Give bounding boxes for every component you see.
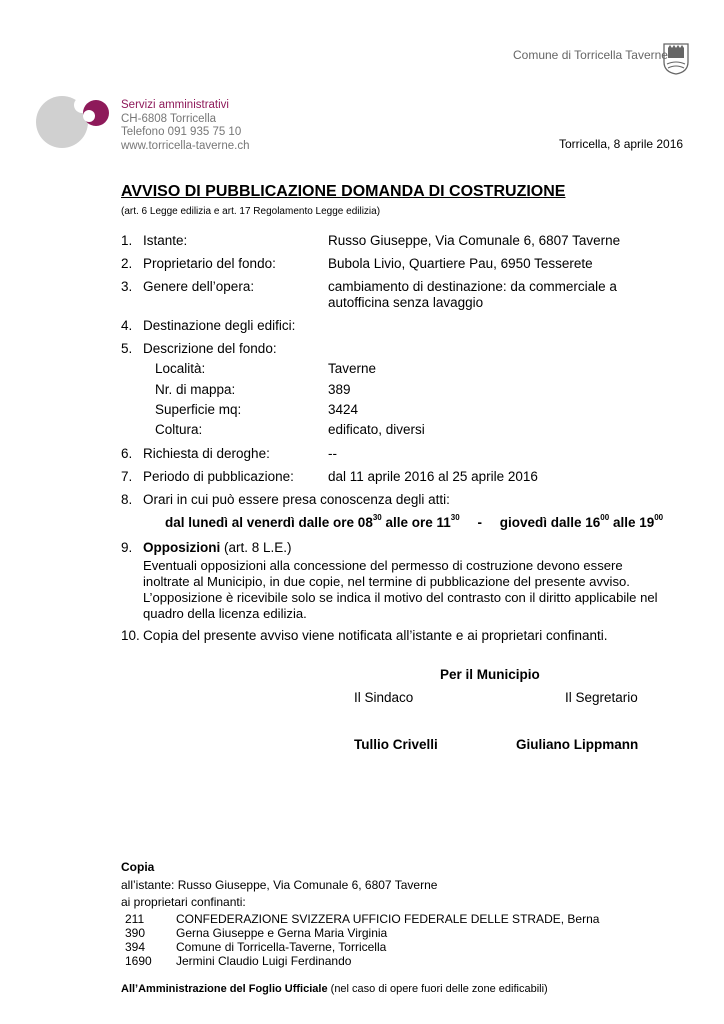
fondo-label: Località:: [155, 361, 206, 376]
list-item: 394 Comune di Torricella-Taverne, Torricella: [125, 940, 387, 954]
segretario-name: Giuliano Lippmann: [516, 737, 639, 752]
item-number: 10.: [121, 628, 140, 643]
opposizioni-text: Eventuali opposizioni alla concessione del permesso di costruzione devono essere inoltrate al Municipio, in due copie, nel termine di pubblicazione del presente avviso. L’opposizione è ricevibile solo se indica il motivo del contrasto con il diritto applicabile nel quadro della licenza edilizia.: [143, 558, 658, 621]
fondo-label: Nr. di mappa:: [155, 382, 236, 397]
item-number: 6.: [121, 446, 133, 461]
office-info: [121, 99, 249, 153]
sindaco-title: Il Sindaco: [354, 690, 414, 705]
item-number: 9.: [121, 540, 133, 555]
item-value-line: autofficina senza lavaggio: [328, 295, 484, 310]
item-label: Destinazione degli edifici:: [143, 318, 296, 333]
coat-of-arms-icon: [662, 42, 690, 76]
fondo-value: 389: [328, 382, 351, 397]
copia-istante: all’istante: Russo Giuseppe, Via Comunale 6, 6807 Taverne: [121, 878, 438, 892]
fondo-value: Taverne: [328, 361, 377, 376]
copia-heading: Copia: [121, 860, 155, 874]
item-label: Proprietario del fondo:: [143, 256, 276, 271]
item-number: 4.: [121, 318, 133, 333]
item-number: 3.: [121, 279, 133, 294]
item-text: Copia del presente avviso viene notificata all’istante e ai proprietari confinanti.: [143, 628, 608, 643]
item-number: 5.: [121, 341, 133, 356]
page-subtitle: (art. 6 Legge edilizia e art. 17 Regolamento Legge edilizia): [121, 206, 381, 217]
segretario-title: Il Segretario: [565, 690, 638, 705]
list-item: 211 CONFEDERAZIONE SVIZZERA UFFICIO FEDERALE DELLE STRADE, Berna: [125, 912, 600, 926]
copia-confinanti-label: ai proprietari confinanti:: [121, 895, 246, 909]
sindaco-name: Tullio Crivelli: [354, 737, 438, 752]
item-label: Richiesta di deroghe:: [143, 446, 270, 461]
fondo-value: 3424: [328, 402, 359, 417]
fondo-label: Coltura:: [155, 422, 203, 437]
item-number: 2.: [121, 256, 133, 271]
comune-name: Comune di Torricella Taverne: [513, 48, 668, 62]
signature-heading: Per il Municipio: [440, 667, 540, 682]
office-name: Servizi amministrativi: [121, 99, 229, 111]
item-number: 1.: [121, 233, 133, 248]
opening-hours: dal lunedì al venerdì dalle ore $08^{30}$ alle ore $11^{30}$ - giovedì dalle $16^{00}$ alle $19^{00}$: [165, 513, 664, 530]
item-value: dal 11 aprile 2016 al 25 aprile 2016: [328, 469, 538, 484]
document-date: Torricella, 8 aprile 2016: [559, 137, 684, 151]
item-label: Istante:: [143, 233, 188, 248]
item-value: Russo Giuseppe, Via Comunale 6, 6807 Taverne: [328, 233, 621, 248]
office-website: www.torricella-taverne.ch: [121, 139, 250, 152]
fondo-value: edificato, diversi: [328, 422, 425, 437]
item-value-line: cambiamento di destinazione: da commerciale a: [328, 279, 617, 294]
item-value: --: [328, 446, 337, 461]
item-label: Periodo di pubblicazione:: [143, 469, 294, 484]
confinanti-list: [125, 912, 599, 968]
opposizioni-heading: Opposizioni (art. 8 L.E.): [143, 540, 292, 555]
item-label: Orari in cui può essere presa conoscenza degli atti:: [143, 492, 450, 507]
list-item: 1690 Jermini Claudio Luigi Ferdinando: [125, 954, 352, 968]
item-label: Descrizione del fondo:: [143, 341, 277, 356]
office-phone: Telefono 091 935 75 10: [121, 126, 242, 138]
footer-note: All’Amministrazione del Foglio Ufficiale (nel caso di opere fuori delle zone edificabili): [121, 983, 548, 995]
list-item: 390 Gerna Giuseppe e Gerna Maria Virginia: [125, 926, 388, 940]
office-address: CH-6808 Torricella: [121, 112, 217, 125]
fondo-label: Superficie mq:: [155, 402, 242, 417]
page-title: AVVISO DI PUBBLICAZIONE DOMANDA DI COSTRUZIONE: [121, 183, 566, 200]
item-label: Genere dell’opera:: [143, 279, 255, 294]
item-number: 8.: [121, 492, 133, 507]
item-number: 7.: [121, 469, 133, 484]
municipal-logo-icon: [34, 93, 110, 151]
item-value: Bubola Livio, Quartiere Pau, 6950 Tesserete: [328, 256, 593, 271]
